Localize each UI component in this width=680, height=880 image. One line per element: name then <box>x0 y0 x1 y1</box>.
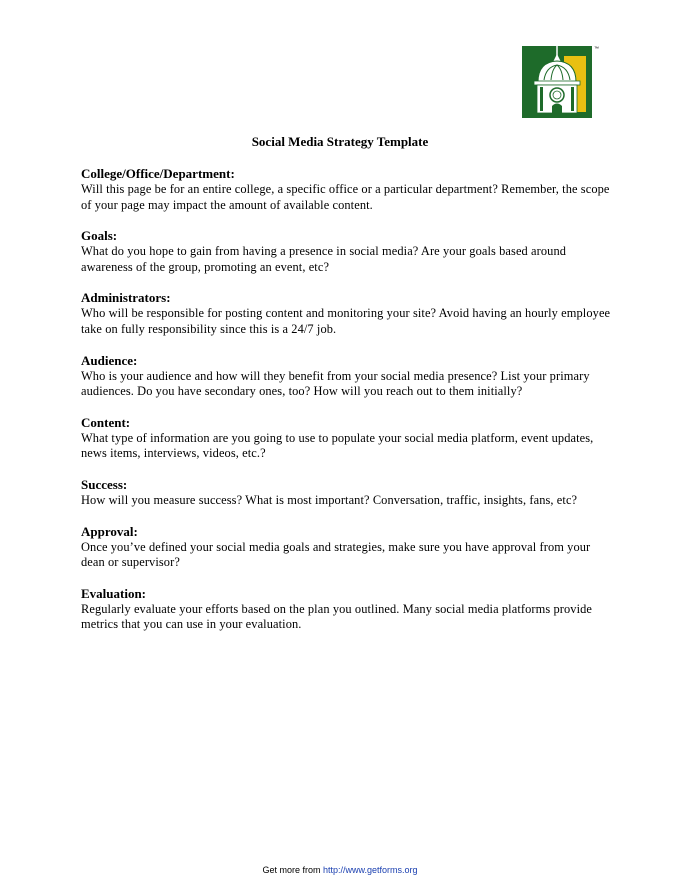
section-heading: Content: <box>81 414 131 430</box>
section-administrators <box>81 290 611 337</box>
section-heading: College/Office/Department: <box>81 166 235 181</box>
section-text: What type of information are you going to use to populate your social media platform, event updates, news items, interviews, videos, etc.? <box>81 430 594 461</box>
section-text: How will you measure success? What is most important? Conversation, traffic, insights, fans, etc? <box>81 492 578 507</box>
section-heading: Evaluation: <box>81 585 147 601</box>
document-title: Social Media Strategy Template <box>251 134 429 149</box>
footer-link[interactable]: http://www.getforms.org <box>322 865 418 875</box>
footer-prefix: Get more from <box>262 865 323 875</box>
section-text: Who is your audience and how will they benefit from your social media presence? List your primary audiences. Do you have secondary ones, too? How will you reach out to them initially? <box>81 368 590 399</box>
section-college-office-department <box>81 166 611 213</box>
section-goals <box>81 228 611 275</box>
section-heading: Approval: <box>81 523 138 539</box>
section-heading: Success: <box>81 476 128 492</box>
section-heading: Goals: <box>81 228 118 244</box>
section-heading: Audience: <box>81 352 138 368</box>
section-text: Will this page be for an entire college, a specific office or a particular department? Remember, the scope of your page may impact the amount of available content. <box>81 182 610 212</box>
section-approval <box>81 524 611 571</box>
footer <box>0 865 680 875</box>
document-body <box>81 166 611 648</box>
section-text: What do you hope to gain from having a presence in social media? Are your goals based around awareness of the group, promoting an event, etc? <box>81 244 567 274</box>
section-heading: Administrators: <box>81 290 171 306</box>
trademark-symbol: ™ <box>594 46 599 52</box>
section-text: Who will be responsible for posting content and monitoring your site? Avoid having an hourly employee take on fully responsibility since this is a 24/7 job. <box>81 306 611 336</box>
section-success <box>81 477 611 509</box>
section-content <box>81 415 611 462</box>
section-audience <box>81 353 611 400</box>
section-text: Regularly evaluate your efforts based on the plan you outlined. Many social media platforms provide metrics that you can use in your evaluation. <box>81 601 593 632</box>
section-evaluation <box>81 586 611 633</box>
college-building-logo-icon <box>522 46 592 118</box>
section-text: Once you’ve defined your social media goals and strategies, make sure you have approval from your dean or supervisor? <box>81 539 591 570</box>
